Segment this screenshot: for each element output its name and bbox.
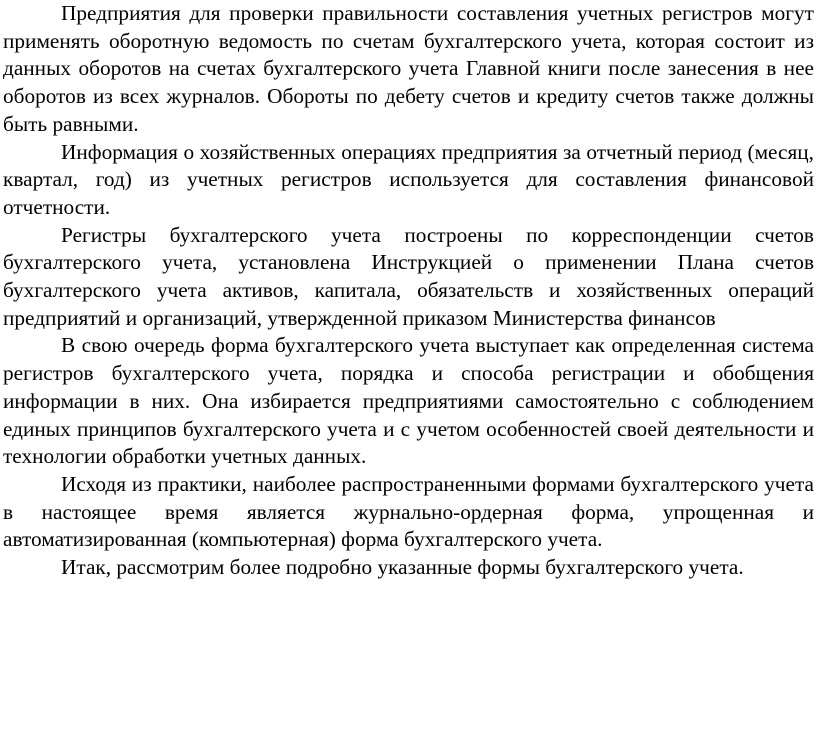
paragraph-4: В свою очередь форма бухгалтерского учета выступает как определенная система регистров бухгалтерского учета, порядка и способа регистрации и обобщения информации в них. Она избирается предприятиями самостоятельно с соблюдением единых принципов бухгалтерского учета и с учетом особенностей своей деятельности и технологии обработки учетных данных. <box>3 333 814 469</box>
paragraph-6: Итак, рассмотрим более подробно указанные формы бухгалтерского учета. <box>61 555 744 580</box>
paragraph-2: Информация о хозяйственных операциях предприятия за отчетный период (месяц, квартал, год) из учетных регистров используется для составления финансовой отчетности. <box>3 139 814 219</box>
paragraph-1: Предприятия для проверки правильности составления учетных регистров могут применять оборотную ведомость по счетам бухгалтерского учета, которая состоит из данных оборотов на счетах бухгалтерского учета Главной книги после занесения в нее оборотов из всех журналов. Обороты по дебету счетов и кредиту счетов также должны быть равными. <box>3 1 814 136</box>
paragraph-5: Исходя из практики, наиболее распространенными формами бухгалтерского учета в настоящее время является журнально-ордерная форма, упрощенная и автоматизированная (компьютерная) форма бухгалтерского учета. <box>3 471 814 552</box>
paragraph-3: Регистры бухгалтерского учета построены по корреспонденции счетов бухгалтерского учета, установлена Инструкцией о применении Плана счетов бухгалтерского учета активов, капитала, обязательств и хозяйственных операций предприятий и организаций, утвержденной приказом Министерства финансов <box>3 222 814 330</box>
